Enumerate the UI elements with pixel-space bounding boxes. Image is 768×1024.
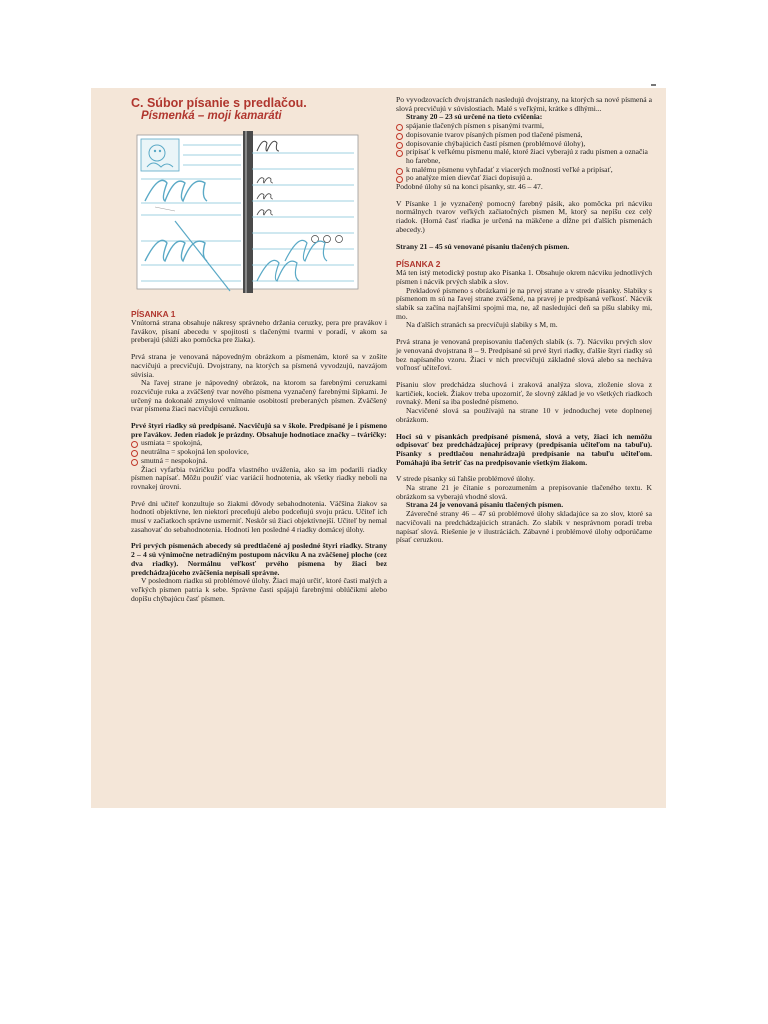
paragraph: Na strane 21 je čítanie s porozumením a prepisovanie tlačeného textu. K obrázkom sa vyberajú vhodné slová.: [396, 483, 652, 501]
paragraph: Záverečné strany 46 – 47 sú problémové úlohy skladajúce sa zo slov, ktoré sa nacvičovali na predchádzajúcich stranách. Zo slabík v nesprávnom poradí treba napísať slová. Riešenie je v ilustráciách. Zábavné i problémové úlohy odporúčame písať ceruzkou.: [396, 509, 652, 545]
paragraph: Prvá strana je venovaná prepisovaniu tlačených slabík (s. 7). Nácviku prvých slov je venovaná dvojstrana 8 – 9. Predpísané sú prvé štyri riadky, ďalšie štyri riadky sú bez napísaného vzoru. Žiaci v nich precvičujú základné slová alebo sa necháva voľnosť učiteľovi.: [396, 337, 652, 373]
page-mark: [651, 84, 656, 86]
right-column: [396, 96, 652, 553]
paragraph: Vnútorná strana obsahuje nákresy správneho držania ceruzky, pera pre pravákov i ľavákov, písaní abecedu v spojitosti s tlačenými tvarmi v poradí, v akom sa preberajú (slúži ako pomôcka pre žiaka).: [131, 318, 387, 345]
paragraph: Strany 21 – 45 sú venované písaniu tlačených písmen.: [396, 241, 570, 251]
notebook-svg: [135, 131, 360, 293]
notebook-illustration: [135, 131, 360, 293]
list-item: dopisovanie tvarov písaných písmen pod tlačené písmená,: [396, 131, 652, 140]
left-column: [131, 96, 387, 611]
paragraph: Písaniu slov predchádza sluchová i zraková analýza slova, zloženie slova z kartičiek, kociek. Žiakov treba upozorniť, že slovný základ je vo všetkých riadkoch rovnaký. Mení sa iba posledné písmeno.: [396, 379, 652, 407]
list-item: usmiata = spokojná,: [131, 439, 387, 448]
paragraph: Strany 20 – 23 sú určené na tieto cvičenia:: [406, 112, 543, 122]
paragraph: Pri prvých písmenách abecedy sú predtlačené aj posledné štyri riadky. Strany 2 – 4 sú výnimočne netradičným postupom nácviku A na zväčšenej ploche (cez dva riadky). Normálnu veľkosť prvého písmena by žiaci bez predchádzajúceho zväčšenia nepísali správne.: [131, 541, 387, 577]
paragraph: Na ľavej strane je nápovedný obrázok, na ktorom sa farebnými ceruzkami rozcvičuje ruka a zväčšený tvar nového písmena vyznačený farebnými šípkami. Je určený na dokonalé zmyslové vnímanie osobitostí preberaných písmen. Zväčšený tvar písmena žiaci nacvičujú ceruzkou.: [131, 378, 387, 414]
paragraph: Prvé dni učiteľ konzultuje so žiakmi dôvody sebahodnotenia. Väčšina žiakov sa hodnotí objektívne, len niektorí preceňujú alebo podceňujú svoju prácu. Učiteľ ich musí v začiatkoch správne usmerniť. Neskôr sú žiaci objektívnejší. Učiteľ by nemal zasahovať do sebahodnotenia. Hodnotí len posledné 4 riadky domácej úlohy.: [131, 498, 387, 534]
section-title: C. Súbor písanie s predlačou.: [131, 96, 307, 110]
paragraph: Žiaci vyfarbia tváričku podľa vlastného uváženia, ako sa im podarili riadky písmen napísať. Môžu použiť viac variácií hodnotenia, ak všetky riadky neboli na rovnakej úrovni.: [131, 464, 387, 491]
paragraph: V strede písanky sú ľahšie problémové úlohy.: [396, 474, 535, 484]
document-page: [91, 88, 666, 808]
list-item: po analýze mien dievčať žiaci dopisujú a.: [396, 174, 652, 183]
pisanka-1-heading: PÍSANKA 1: [131, 309, 176, 319]
paragraph: V Písanke 1 je vyznačený pomocný farebný pásik, ako pomôcka pri nácviku normálnych tvarov veľkých začiatočných písmen M, ktorý sa nepíšu cez celý riadok. (Horná časť riadka je určená na mäkčene a dĺžne pri ďalších písmenách abecedy.): [396, 198, 652, 234]
paragraph: Prvá strana je venovaná nápovedným obrázkom a písmenám, ktoré sa v zošite nacvičujú a precvičujú. Dvojstrany, na ktorých sa písmená vyvodzujú, navzájom súvisia.: [131, 352, 387, 379]
paragraph: Prekladové písmeno s obrázkami je na prvej strane a v strede písanky. Slabiky s písmenom m sú na ľavej strane zväčšené, na pravej je predpísaná veľkosť. Nácvik slabík sa začína najľahšími spojmi ma, ne, až nasledujúci deň sa píšu slabiky mi, mo.: [396, 285, 652, 321]
list-item: spájanie tlačených písmen s písanými tvarmi,: [396, 122, 652, 131]
paragraph: Nacvičené slová sa používajú na strane 10 v jednoduchej vete doplnenej obrázkom.: [396, 406, 652, 424]
paragraph: Podobné úlohy sú na konci písanky, str. 46 – 47.: [396, 182, 543, 192]
list-item: neutrálna = spokojná len spolovice,: [131, 448, 387, 457]
paragraph: Hoci sú v písankách predpísané písmená, slová a vety, žiaci ich nemôžu odpisovať bez predchádzajúcej prípravy (predpísania učiteľom na tabuľu). Písanky s predtlačou nenahrádzajú predpísanie na tabuľu učiteľom. Pomáhajú iba šetriť čas na predpisovanie všetkým žiakom.: [396, 431, 652, 467]
paragraph: Po vyvodzovacích dvojstranách nasledujú dvojstrany, na ktorých sa nové písmená a slová precvičujú v súvislostiach. Malé s veľkými, krátke s dlhými...: [396, 95, 652, 113]
paragraph: Prvé štyri riadky sú predpísané. Nacvičujú sa v škole. Predpísané je i písmeno pre ľavákov. Jeden riadok je prázdny. Obsahuje hodnotiace značky – tváričky:: [131, 421, 387, 439]
section-subtitle: Písmenká – moji kamaráti: [141, 110, 282, 122]
list-item: dopisovanie chýbajúcich častí písmen (problémové úlohy),: [396, 140, 652, 149]
rating-list: [131, 439, 387, 465]
paragraph: Má ten istý metodický postup ako Písanka 1. Obsahuje okrem nácviku jednotlivých písmen i nácvik prvých slabík a slov.: [396, 268, 652, 286]
paragraph: Na ďalších stranách sa precvičujú slabiky s M, m.: [406, 320, 558, 330]
pisanka-2-heading: PÍSANKA 2: [396, 259, 441, 270]
list-item: k malému písmenu vyhľadať z viacerých možností veľké a pripísať,: [396, 166, 652, 175]
list-item: smutná = nespokojná.: [131, 457, 387, 466]
paragraph: Strana 24 je venovaná písaniu tlačených písmen.: [406, 500, 564, 510]
list-item: pripísať k veľkému písmenu malé, ktoré žiaci vyberajú z radu písmen a označia ho farebne,: [396, 148, 652, 165]
paragraph: V poslednom riadku sú problémové úlohy. Žiaci majú určiť, ktoré časti malých a veľkých písmen patria k sebe. Správne časti spájajú farebnými oblúčikmi alebo dopíšu chýbajúcu časť písmen.: [131, 576, 387, 603]
exercise-list: [396, 122, 652, 183]
